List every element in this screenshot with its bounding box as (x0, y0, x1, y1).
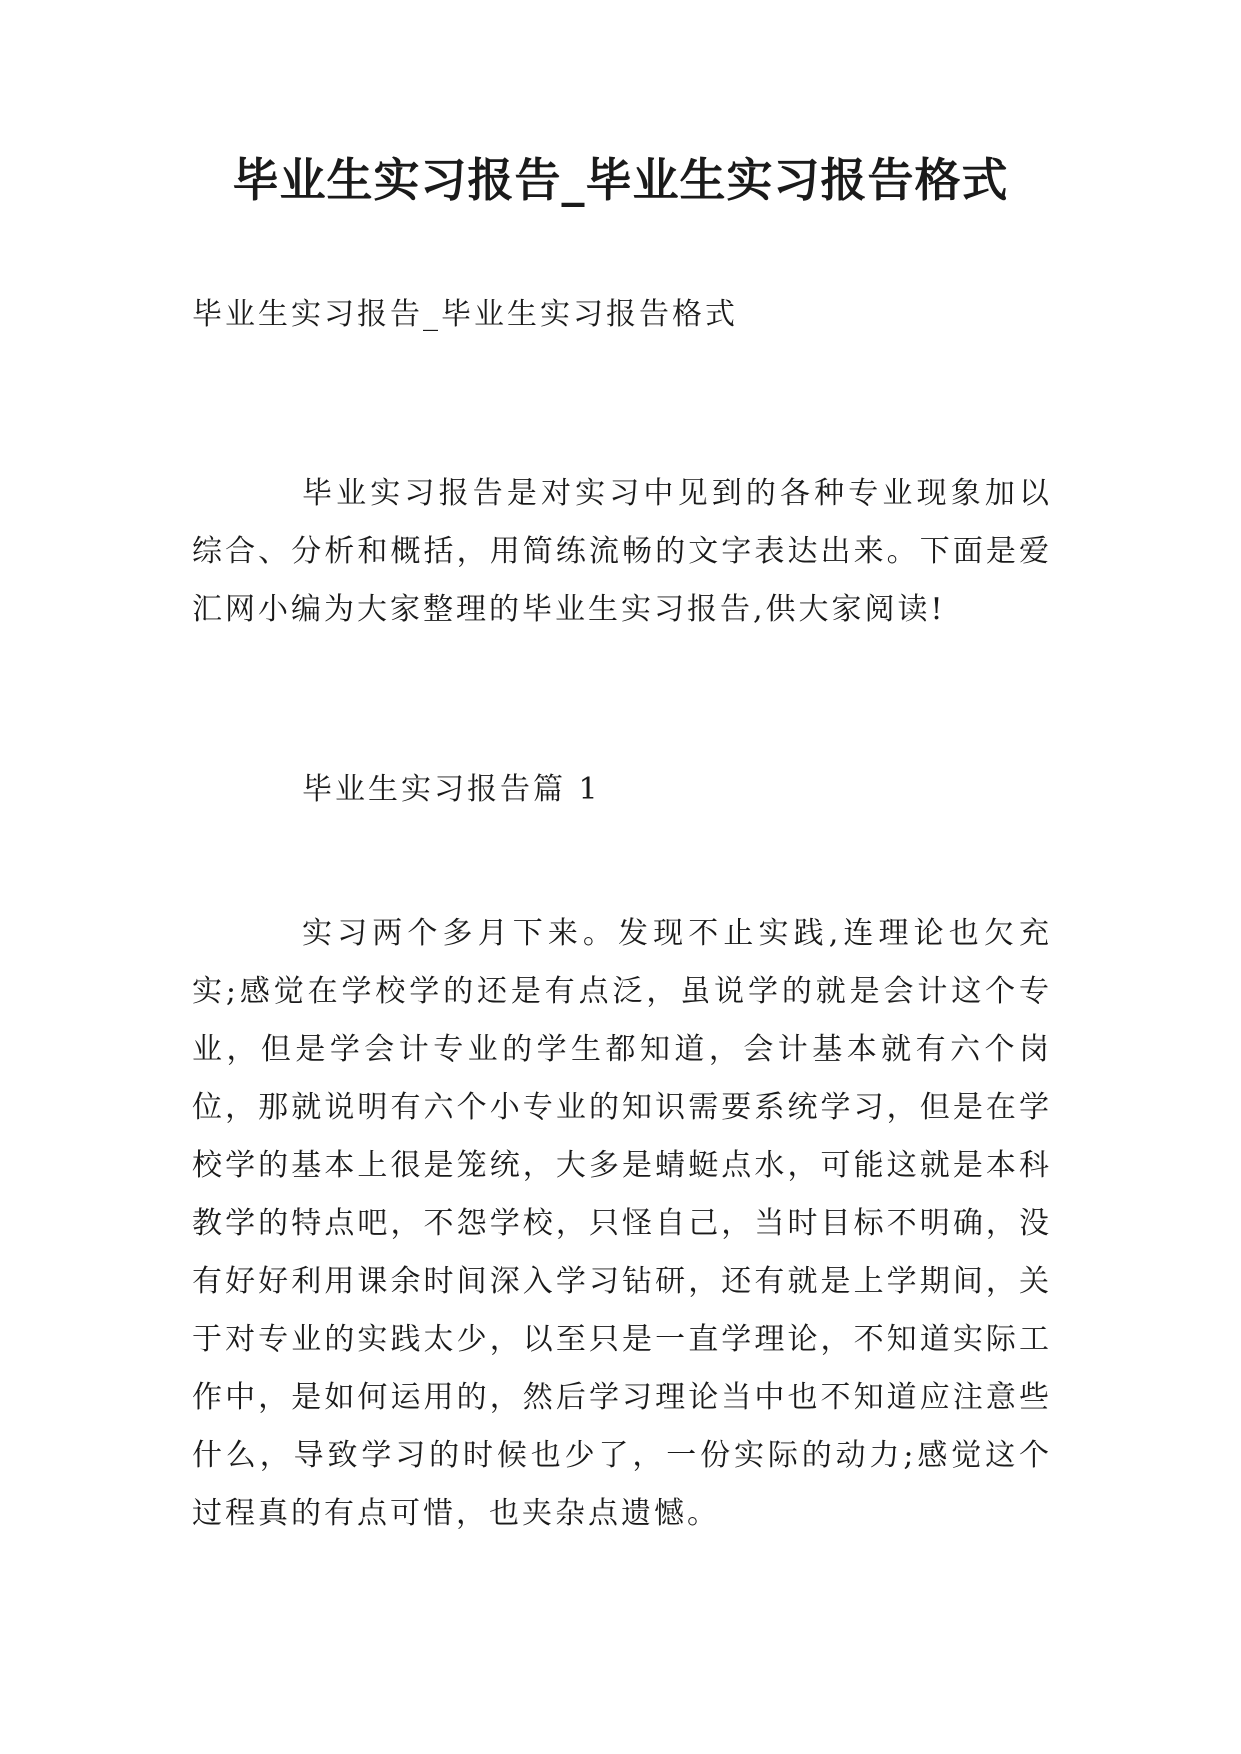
document-title: 毕业生实习报告_毕业生实习报告格式 (232, 153, 1009, 207)
intro-paragraph: 毕业实习报告是对实习中见到的各种专业现象加以综合、分析和概括，用简练流畅的文字表达出来。下面是爱汇网小编为大家整理的毕业生实习报告,供大家阅读! (192, 476, 1052, 627)
section-heading: 毕业生实习报告篇 1 (302, 772, 601, 807)
document-subtitle: 毕业生实习报告_毕业生实习报告格式 (192, 297, 738, 332)
section-paragraph: 实习两个多月下来。发现不止实践,连理论也欠充实;感觉在学校学的还是有点泛，虽说学的就是会计这个专业，但是学会计专业的学生都知道，会计基本就有六个岗位，那就说明有六个小专业的知识需要系统学习，但是在学校学的基本上很是笼统，大多是蜻蜓点水，可能这就是本科教学的特点吧，不怨学校，只怪自己，当时目标不明确，没有好好利用课余时间深入学习钻研，还有就是上学期间，关于对专业的实践太少，以至只是一直学理论，不知道实际工作中，是如何运用的，然后学习理论当中也不知道应注意些什么，导致学习的时候也少了，一份实际的动力;感觉这个过程真的有点可惜，也夹杂点遗憾。 (192, 916, 1052, 1531)
